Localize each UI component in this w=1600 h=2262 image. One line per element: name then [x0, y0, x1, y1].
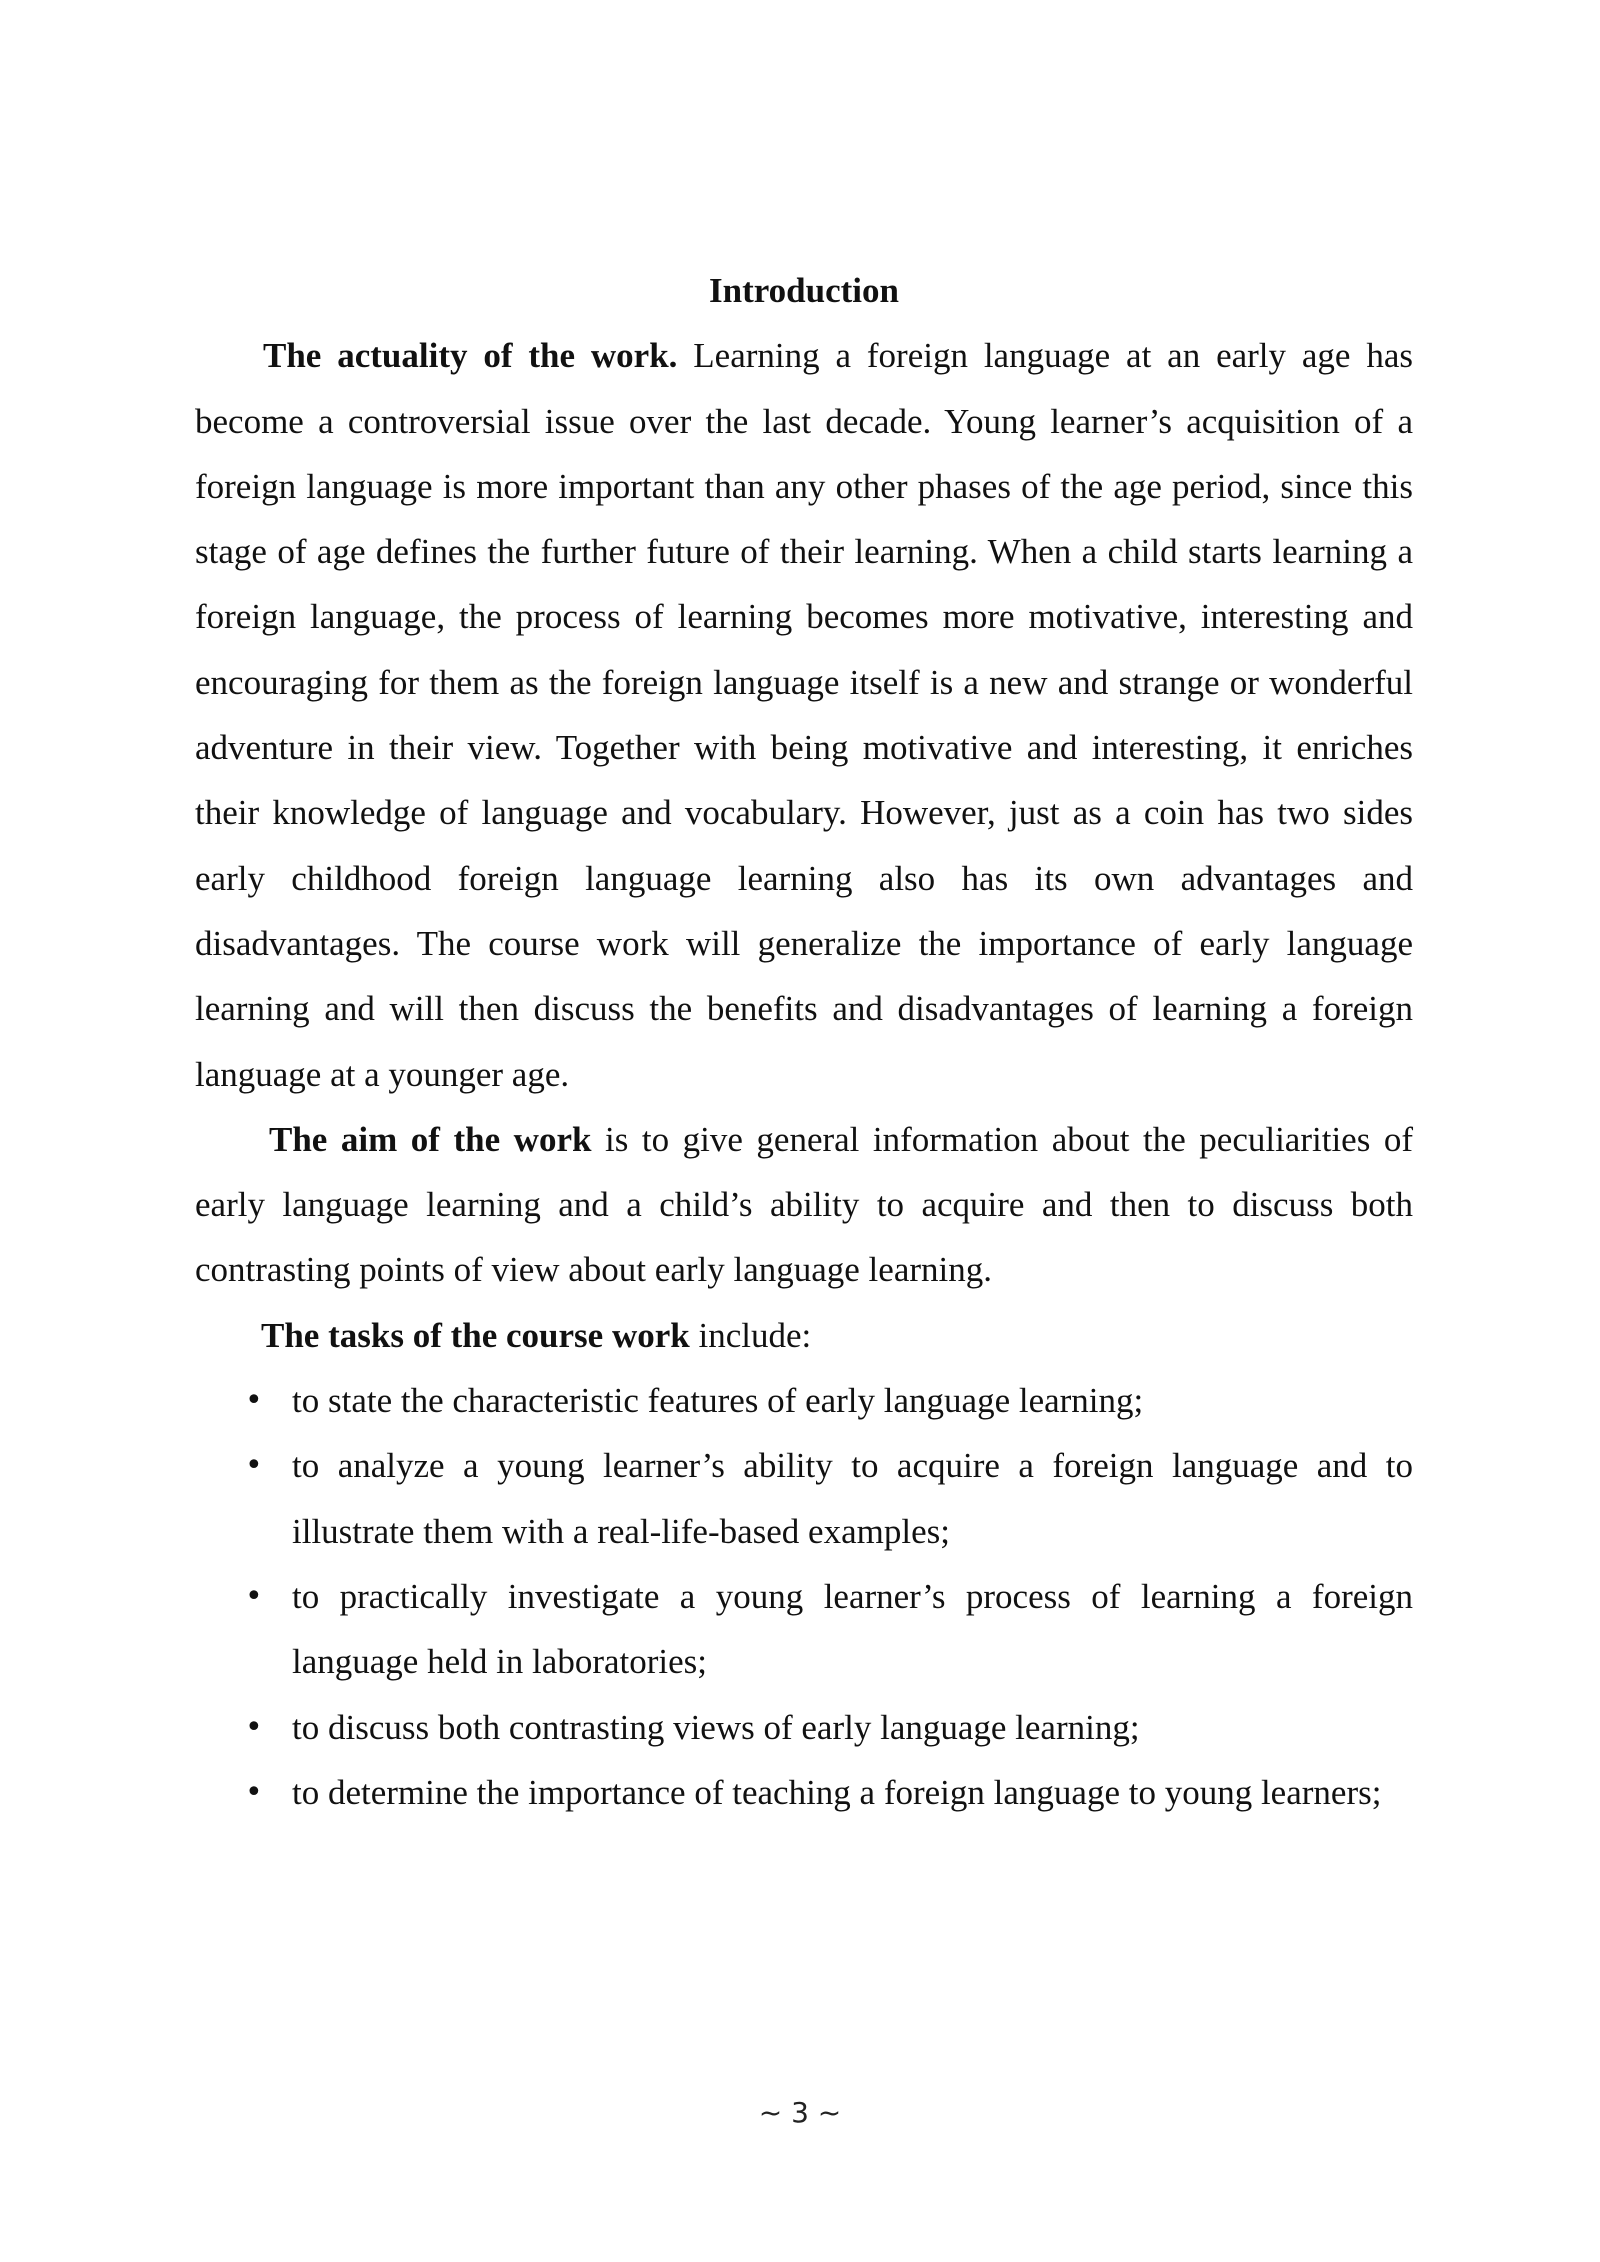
aim-text: is to give general information about the peculiarities of early language learning and a child’s ability to acquire and then to discuss both contrasting points of view about early language learning. — [195, 1119, 1414, 1290]
list-item — [195, 1368, 1413, 1433]
tasks-intro-text: include: — [689, 1315, 812, 1355]
actuality-text: Learning a foreign language at an early age has become a controversial issue over the last decade. Young learner’s acquisition of a foreign language is more important than any other phases of the age period, since this stage of age defines the further future of their learning. When a child starts learning a foreign language, the process of learning becomes more motivative, interesting and encouraging for them as the foreign language itself is a new and strange or wonderful adventure in their view. Together with being motivative and interesting, it enriches their knowledge of language and vocabulary. However, just as a coin has two sides early childhood foreign language learning also has its own advantages and disadvantages. The course work will generalize the importance of early language learning and will then discuss the benefits and disadvantages of learning a foreign language at a younger age. — [195, 336, 1413, 1094]
bullet-icon: • — [245, 1383, 263, 1419]
task-text: to state the characteristic features of early language learning; — [292, 1381, 1144, 1421]
bullet-icon: • — [245, 1709, 263, 1745]
tasks-list — [195, 1368, 1413, 1825]
actuality-lead: The actuality of the work. — [263, 336, 678, 376]
list-item — [195, 1760, 1413, 1825]
document-page — [195, 258, 1413, 1825]
bullet-icon: • — [245, 1448, 263, 1484]
aim-lead: The aim of the work — [269, 1119, 592, 1159]
task-text: to practically investigate a young learner’s process of learning a foreign language held in laboratories; — [292, 1576, 1413, 1682]
bullet-icon: • — [245, 1774, 263, 1810]
section-heading: Introduction — [709, 271, 899, 310]
task-text: to determine the importance of teaching a foreign language to young learners; — [292, 1772, 1382, 1812]
task-text: to analyze a young learner’s ability to acquire a foreign language and to illustrate them with a real-life-based examples; — [292, 1446, 1413, 1551]
list-item — [195, 1433, 1413, 1564]
actuality-paragraph — [195, 323, 1413, 1107]
tasks-lead: The tasks of the course work — [261, 1315, 690, 1355]
bullet-icon: • — [245, 1578, 263, 1614]
aim-paragraph — [195, 1107, 1413, 1303]
page-number: ~ 3 ~ — [758, 2096, 842, 2129]
tasks-intro — [195, 1303, 1413, 1368]
list-item — [195, 1564, 1413, 1695]
task-text: to discuss both contrasting views of early language learning; — [292, 1707, 1140, 1747]
list-item — [195, 1695, 1413, 1760]
